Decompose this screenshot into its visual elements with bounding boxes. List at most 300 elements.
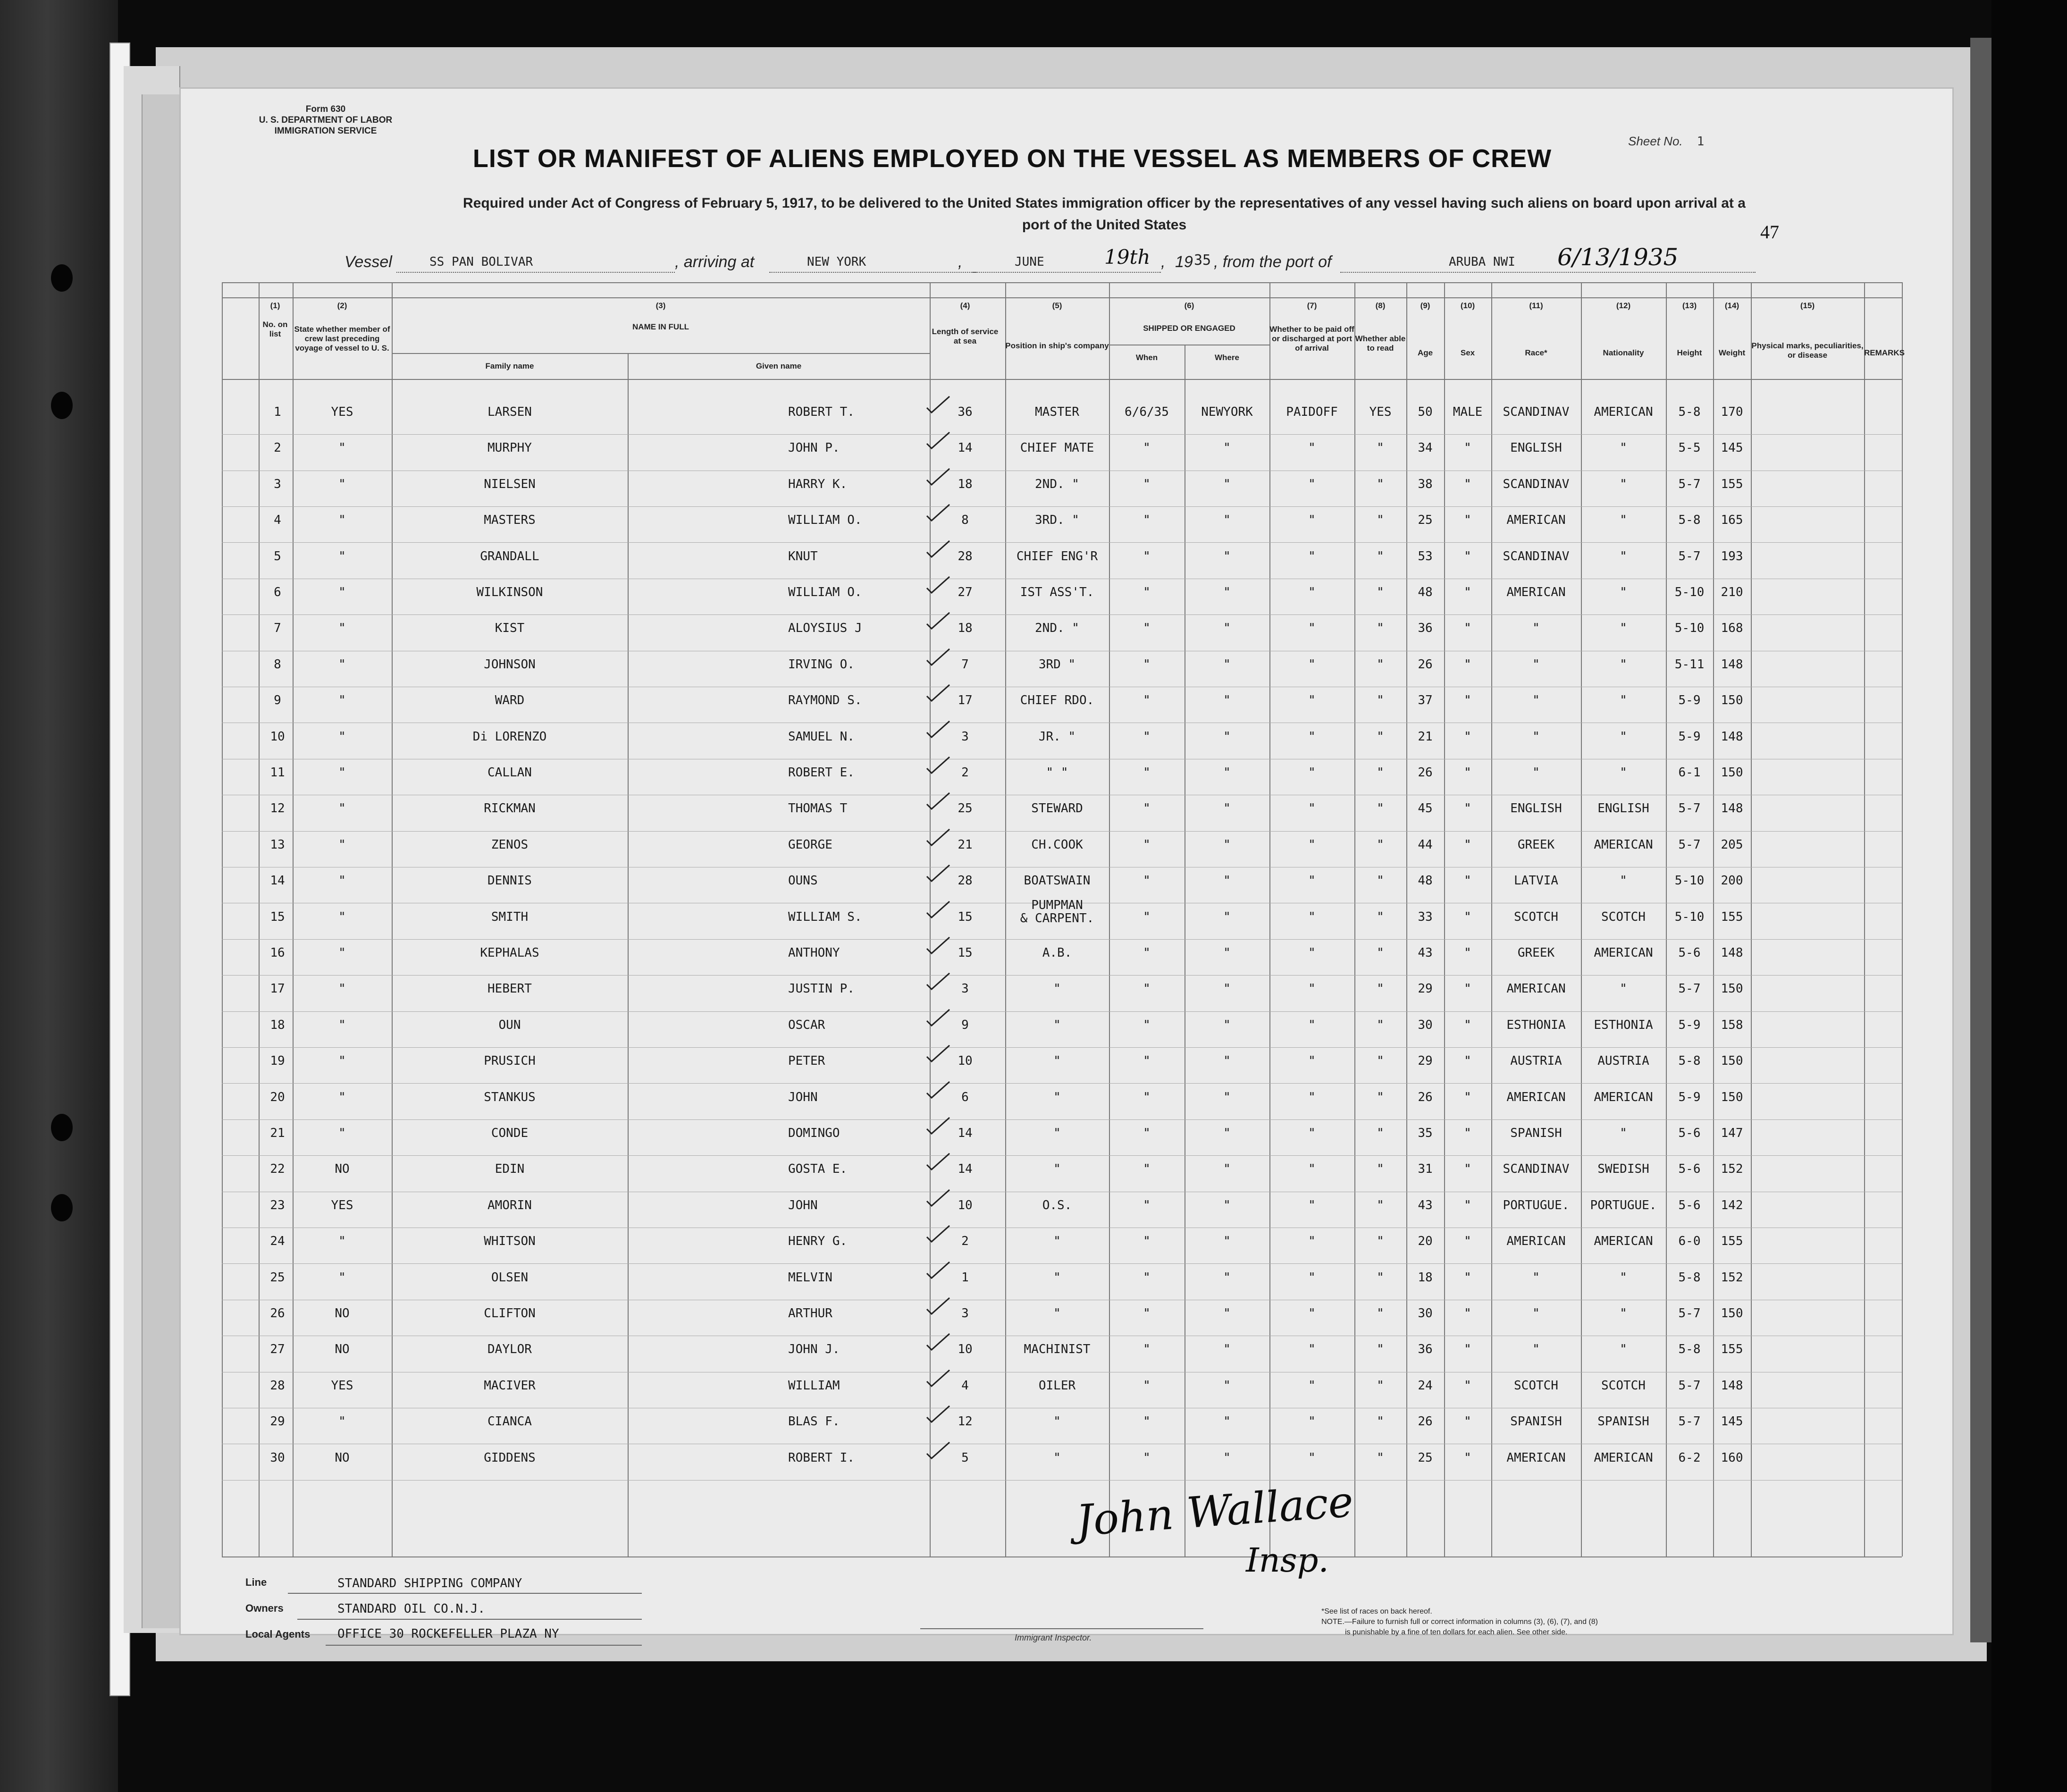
row-number: 20 [270, 1090, 285, 1104]
cell-family: CALLAN [487, 766, 532, 780]
cell-age: 18 [1418, 1270, 1433, 1285]
cell-read: " [1377, 1234, 1384, 1249]
cell-given: MELVIN [788, 1270, 832, 1285]
check-mark-icon [925, 576, 951, 595]
cell-position: 3RD. " [1035, 513, 1079, 528]
check-mark-icon [925, 1153, 951, 1171]
vessel-label: Vessel [344, 253, 392, 271]
header-shipped: SHIPPED OR ENGAGED [1143, 324, 1235, 333]
cell-position: STEWARD [1031, 801, 1083, 816]
cell-family: RICKMAN [484, 801, 536, 816]
cell-service: 21 [958, 837, 973, 852]
cell-family: NIELSEN [484, 477, 536, 491]
cell-age: 50 [1418, 405, 1433, 419]
crew-table [222, 282, 1905, 1556]
cell-given: HARRY K. [788, 477, 848, 491]
colnum-5: (5) [1052, 301, 1062, 310]
cell-nationality: " [1620, 585, 1627, 599]
cell-age: 30 [1418, 1306, 1433, 1321]
cell-nationality: " [1620, 766, 1627, 780]
cell-family: CONDE [491, 1126, 529, 1140]
cell-read: " [1377, 1306, 1384, 1321]
header-name: NAME IN FULL [632, 322, 689, 331]
cell-position: CHIEF MATE [1020, 441, 1094, 455]
cell-when: " [1143, 1306, 1151, 1321]
cell-prev: " [338, 766, 346, 780]
cell-age: 33 [1418, 909, 1433, 924]
cell-given: GEORGE [788, 837, 832, 852]
header-service: Length of service at sea [932, 327, 999, 345]
cell-paid: PAIDOFF [1286, 405, 1338, 419]
cell-read: " [1377, 1162, 1384, 1177]
cell-given: SAMUEL N. [788, 729, 855, 744]
cell-position: A.B. [1042, 946, 1072, 960]
cell-when: " [1143, 766, 1151, 780]
cell-race: ENGLISH [1510, 441, 1562, 455]
cell-sex: " [1464, 874, 1471, 888]
cell-paid: " [1308, 513, 1316, 528]
cell-given: GOSTA E. [788, 1162, 848, 1177]
cell-nationality: " [1620, 729, 1627, 744]
owners-value: STANDARD OIL CO.N.J. [337, 1602, 486, 1616]
header-prev-voyage: State whether member of crew last preceding voyage of vessel to U. S. [294, 325, 390, 353]
cell-position: " [1053, 1414, 1061, 1429]
cell-weight: 152 [1721, 1162, 1743, 1177]
cell-service: 1 [961, 1270, 969, 1285]
cell-paid: " [1308, 1270, 1316, 1285]
cell-nationality: " [1620, 874, 1627, 888]
cell-family: MURPHY [487, 441, 532, 455]
cell-race: SCANDINAV [1503, 477, 1570, 491]
cell-family: OUN [498, 1018, 521, 1032]
check-mark-icon [925, 900, 951, 919]
cell-where: NEWYORK [1201, 405, 1253, 419]
cell-sex: " [1464, 1162, 1471, 1177]
cell-height: 5-11 [1674, 657, 1705, 672]
cell-when: " [1143, 657, 1151, 672]
vessel-name: SS PAN BOLIVAR [429, 255, 533, 269]
cell-family: JOHNSON [484, 657, 536, 672]
colnum-11: (11) [1529, 301, 1543, 310]
cell-weight: 160 [1721, 1450, 1743, 1465]
header-when: When [1135, 353, 1158, 362]
cell-sex: " [1464, 909, 1471, 924]
cell-position: " [1053, 982, 1061, 996]
row-number: 27 [270, 1342, 285, 1357]
cell-prev: " [338, 621, 346, 636]
cell-when: " [1143, 1378, 1151, 1393]
cell-age: 53 [1418, 549, 1433, 564]
cell-weight: 200 [1721, 874, 1743, 888]
cell-race: SCOTCH [1514, 909, 1558, 924]
cell-race: AMERICAN [1506, 982, 1566, 996]
cell-race: ESTHONIA [1506, 1018, 1566, 1032]
cell-height: 5-6 [1678, 1162, 1701, 1177]
cell-prev: " [338, 909, 346, 924]
cell-race: " [1532, 657, 1540, 672]
cell-given: JOHN P. [788, 441, 840, 455]
cell-given: JOHN [788, 1090, 818, 1104]
cell-where: " [1223, 766, 1231, 780]
cell-prev: " [338, 729, 346, 744]
cell-race: SCANDINAV [1503, 1162, 1570, 1177]
cell-when: " [1143, 1450, 1151, 1465]
check-mark-icon [925, 468, 951, 487]
cell-when: " [1143, 909, 1151, 924]
cell-age: 26 [1418, 1414, 1433, 1429]
cell-position: " [1053, 1162, 1061, 1177]
cell-age: 30 [1418, 1018, 1433, 1032]
cell-race: " [1532, 1270, 1540, 1285]
cell-read: " [1377, 1270, 1384, 1285]
cell-weight: 148 [1721, 1378, 1743, 1393]
cell-family: AMORIN [487, 1198, 532, 1212]
cell-nationality: PORTUGUE. [1590, 1198, 1657, 1212]
check-mark-icon [925, 1225, 951, 1244]
cell-service: 36 [958, 405, 973, 419]
check-mark-icon [925, 1009, 951, 1027]
cell-sex: " [1464, 1126, 1471, 1140]
binder-hole [51, 392, 73, 419]
row-number: 11 [270, 766, 285, 780]
cell-race: AMERICAN [1506, 1234, 1566, 1249]
check-mark-icon [925, 648, 951, 667]
cell-when: " [1143, 729, 1151, 744]
cell-height: 5-6 [1678, 1126, 1701, 1140]
check-mark-icon [925, 612, 951, 631]
row-number: 15 [270, 909, 285, 924]
dark-margin [1991, 0, 2067, 1792]
header-no: No. on list [262, 320, 288, 338]
cell-service: 4 [961, 1378, 969, 1393]
cell-position: BOATSWAIN [1024, 874, 1091, 888]
cell-age: 48 [1418, 874, 1433, 888]
header-family-name: Family name [485, 362, 534, 370]
cell-sex: " [1464, 729, 1471, 744]
cell-height: 5-7 [1678, 801, 1701, 816]
cell-service: 10 [958, 1342, 973, 1357]
cell-weight: 145 [1721, 1414, 1743, 1429]
arriving-label: , arriving at [675, 253, 755, 271]
cell-nationality: " [1620, 621, 1627, 636]
cell-where: " [1223, 1162, 1231, 1177]
cell-nationality: ESTHONIA [1594, 1018, 1653, 1032]
cell-given: BLAS F. [788, 1414, 840, 1429]
cell-service: 3 [961, 982, 969, 996]
cell-prev: YES [331, 1378, 353, 1393]
cell-service: 5 [961, 1450, 969, 1465]
cell-sex: " [1464, 1054, 1471, 1068]
cell-when: " [1143, 1342, 1151, 1357]
cell-read: " [1377, 729, 1384, 744]
cell-when: " [1143, 693, 1151, 708]
cell-paid: " [1308, 1450, 1316, 1465]
cell-weight: 155 [1721, 477, 1743, 491]
colnum-8: (8) [1375, 301, 1386, 310]
cell-sex: " [1464, 1090, 1471, 1104]
cell-where: " [1223, 1090, 1231, 1104]
row-number: 12 [270, 801, 285, 816]
cell-age: 38 [1418, 477, 1433, 491]
cell-when: " [1143, 801, 1151, 816]
cell-when: " [1143, 837, 1151, 852]
cell-nationality: " [1620, 693, 1627, 708]
cell-race: AUSTRIA [1510, 1054, 1562, 1068]
check-mark-icon [925, 792, 951, 811]
cell-height: 5-8 [1678, 1270, 1701, 1285]
check-mark-icon [925, 828, 951, 847]
cell-age: 29 [1418, 982, 1433, 996]
cell-given: ROBERT E. [788, 766, 855, 780]
header-nationality: Nationality [1603, 348, 1644, 357]
cell-height: 5-7 [1678, 477, 1701, 491]
cell-family: LARSEN [487, 405, 532, 419]
cell-height: 5-6 [1678, 946, 1701, 960]
cell-paid: " [1308, 441, 1316, 455]
header-age: Age [1417, 348, 1433, 357]
header-sex: Sex [1460, 348, 1475, 357]
cell-read: " [1377, 585, 1384, 599]
check-mark-icon [925, 936, 951, 955]
row-number: 19 [270, 1054, 285, 1068]
header-read: Whether able to read [1355, 334, 1406, 353]
cell-paid: " [1308, 1018, 1316, 1032]
cell-family: GIDDENS [484, 1450, 536, 1465]
cell-nationality: AMERICAN [1594, 1234, 1653, 1249]
cell-sex: " [1464, 1378, 1471, 1393]
cell-position: " [1053, 1234, 1061, 1249]
cell-prev: " [338, 513, 346, 528]
cell-age: 48 [1418, 585, 1433, 599]
cell-given: WILLIAM [788, 1378, 840, 1393]
arriving-port: NEW YORK [807, 255, 866, 269]
note-fine: is punishable by a fine of ten dollars for each alien. See other side. [1345, 1628, 1568, 1636]
cell-given: JOHN [788, 1198, 818, 1212]
cell-nationality: " [1620, 1342, 1627, 1357]
cell-race: AMERICAN [1506, 585, 1566, 599]
cell-service: 6 [961, 1090, 969, 1104]
cell-race: " [1532, 729, 1540, 744]
cell-paid: " [1308, 1378, 1316, 1393]
cell-paid: " [1308, 837, 1316, 852]
cell-paid: " [1308, 1162, 1316, 1177]
subtitle-line-1: Required under Act of Congress of February 5, 1917, to be delivered to the United States immigration officer by the representatives of any vessel having such aliens on board upon arrival at a [463, 195, 1746, 211]
row-number: 1 [274, 405, 281, 419]
inspector-signature: John Wallace [1075, 1477, 1355, 1546]
binder-hole [51, 1114, 73, 1141]
cell-paid: " [1308, 549, 1316, 564]
check-mark-icon [925, 1441, 951, 1460]
binder-hole [51, 264, 73, 292]
cell-where: " [1223, 621, 1231, 636]
cell-height: 5-7 [1678, 1414, 1701, 1429]
cell-prev: " [338, 1090, 346, 1104]
cell-service: 3 [961, 1306, 969, 1321]
binder-background [0, 0, 118, 1792]
cell-height: 5-8 [1678, 1342, 1701, 1357]
cell-position: " [1053, 1090, 1061, 1104]
cell-paid: " [1308, 477, 1316, 491]
cell-weight: 148 [1721, 946, 1743, 960]
cell-paid: " [1308, 801, 1316, 816]
cell-when: " [1143, 1018, 1151, 1032]
cell-race: " [1532, 766, 1540, 780]
cell-when: " [1143, 874, 1151, 888]
header-where: Where [1215, 353, 1239, 362]
cell-when: " [1143, 585, 1151, 599]
cell-position: " [1053, 1450, 1061, 1465]
cell-given: JOHN J. [788, 1342, 840, 1357]
cell-position: 3RD " [1038, 657, 1076, 672]
check-mark-icon [925, 540, 951, 559]
check-mark-icon [925, 720, 951, 739]
cell-family: KEPHALAS [480, 946, 539, 960]
page-subtitle [462, 193, 1746, 236]
check-mark-icon [925, 1333, 951, 1352]
cell-height: 5-5 [1678, 441, 1701, 455]
colnum-6: (6) [1184, 301, 1194, 310]
cell-race: LATVIA [1514, 874, 1558, 888]
page-number: 47 [1760, 221, 1779, 243]
cell-paid: " [1308, 1306, 1316, 1321]
cell-sex: " [1464, 513, 1471, 528]
cell-weight: 150 [1721, 693, 1743, 708]
cell-position: CH.COOK [1031, 837, 1083, 852]
cell-race: PORTUGUE. [1503, 1198, 1570, 1212]
from-port: ARUBA NWI [1449, 255, 1515, 269]
cell-prev: YES [331, 405, 353, 419]
colnum-2: (2) [337, 301, 347, 310]
cell-read: " [1377, 801, 1384, 816]
cell-height: 5-9 [1678, 1018, 1701, 1032]
cell-prev: " [338, 1018, 346, 1032]
agents-label: Local Agents [245, 1628, 311, 1640]
cell-paid: " [1308, 621, 1316, 636]
cell-where: " [1223, 1414, 1231, 1429]
cell-height: 5-10 [1674, 621, 1705, 636]
cell-nationality: " [1620, 549, 1627, 564]
cell-service: 2 [961, 1234, 969, 1249]
cell-when: " [1143, 1198, 1151, 1212]
sheet-number [1628, 134, 1704, 149]
cell-prev: NO [335, 1450, 350, 1465]
footer-note [1321, 1607, 1746, 1638]
cell-where: " [1223, 693, 1231, 708]
cell-where: " [1223, 874, 1231, 888]
cell-paid: " [1308, 1198, 1316, 1212]
cell-sex: " [1464, 1018, 1471, 1032]
cell-weight: 210 [1721, 585, 1743, 599]
cell-weight: 150 [1721, 766, 1743, 780]
cell-where: " [1223, 1018, 1231, 1032]
cell-service: 14 [958, 1162, 973, 1177]
cell-service: 9 [961, 1018, 969, 1032]
cell-where: " [1223, 1126, 1231, 1140]
cell-where: " [1223, 441, 1231, 455]
cell-age: 43 [1418, 946, 1433, 960]
cell-given: RAYMOND S. [788, 693, 862, 708]
cell-prev: NO [335, 1162, 350, 1177]
cell-family: OLSEN [491, 1270, 529, 1285]
cell-height: 5-7 [1678, 1378, 1701, 1393]
cell-service: 25 [958, 801, 973, 816]
cell-read: " [1377, 1054, 1384, 1068]
cell-where: " [1223, 1306, 1231, 1321]
cell-weight: 150 [1721, 1306, 1743, 1321]
cell-read: " [1377, 441, 1384, 455]
cell-nationality: AMERICAN [1594, 405, 1653, 419]
cell-service: 15 [958, 946, 973, 960]
cell-family: CLIFTON [484, 1306, 536, 1321]
cell-weight: 145 [1721, 441, 1743, 455]
cell-when: " [1143, 477, 1151, 491]
cell-position: " [1053, 1306, 1061, 1321]
cell-prev: " [338, 1054, 346, 1068]
cell-where: " [1223, 585, 1231, 599]
check-mark-icon [925, 1044, 951, 1063]
cell-height: 5-10 [1674, 909, 1705, 924]
cell-service: 18 [958, 621, 973, 636]
cell-family: CIANCA [487, 1414, 532, 1429]
cell-race: SCOTCH [1514, 1378, 1558, 1393]
cell-prev: " [338, 801, 346, 816]
cell-sex: " [1464, 477, 1471, 491]
cell-read: " [1377, 1378, 1384, 1393]
cell-when: " [1143, 982, 1151, 996]
cell-given: WILLIAM O. [788, 513, 862, 528]
cell-where: " [1223, 1378, 1231, 1393]
line-label: Line [245, 1576, 267, 1588]
arrival-day: 19th [1104, 245, 1151, 269]
note-failure: NOTE.—Failure to furnish full or correct information in columns (3), (6), (7), and (8) [1321, 1618, 1598, 1626]
cell-where: " [1223, 982, 1231, 996]
cell-age: 25 [1418, 513, 1433, 528]
cell-nationality: AMERICAN [1594, 837, 1653, 852]
colnum-1: (1) [270, 301, 280, 310]
cell-where: " [1223, 837, 1231, 852]
colnum-4: (4) [960, 301, 970, 310]
check-mark-icon [925, 1189, 951, 1208]
cell-given: JUSTIN P. [788, 982, 855, 996]
cell-read: " [1377, 1414, 1384, 1429]
cell-where: " [1223, 801, 1231, 816]
cell-service: 28 [958, 549, 973, 564]
cell-age: 26 [1418, 657, 1433, 672]
cell-read: " [1377, 1126, 1384, 1140]
header-height: Height [1677, 348, 1702, 357]
cell-position: 2ND. " [1035, 621, 1079, 636]
row-number: 17 [270, 982, 285, 996]
cell-read: " [1377, 1018, 1384, 1032]
cell-paid: " [1308, 585, 1316, 599]
cell-position: CHIEF ENG'R [1016, 549, 1098, 564]
cell-sex: MALE [1453, 405, 1483, 419]
cell-given: ARTHUR [788, 1306, 832, 1321]
cell-race: AMERICAN [1506, 1090, 1566, 1104]
cell-age: 34 [1418, 441, 1433, 455]
colnum-10: (10) [1460, 301, 1475, 310]
cell-family: ZENOS [491, 837, 529, 852]
cell-nationality: " [1620, 657, 1627, 672]
cell-position: O.S. [1042, 1198, 1072, 1212]
cell-paid: " [1308, 982, 1316, 996]
cell-read: " [1377, 982, 1384, 996]
row-number: 29 [270, 1414, 285, 1429]
row-number: 22 [270, 1162, 285, 1177]
cell-service: 10 [958, 1198, 973, 1212]
header-race: Race* [1525, 348, 1547, 357]
row-number: 13 [270, 837, 285, 852]
